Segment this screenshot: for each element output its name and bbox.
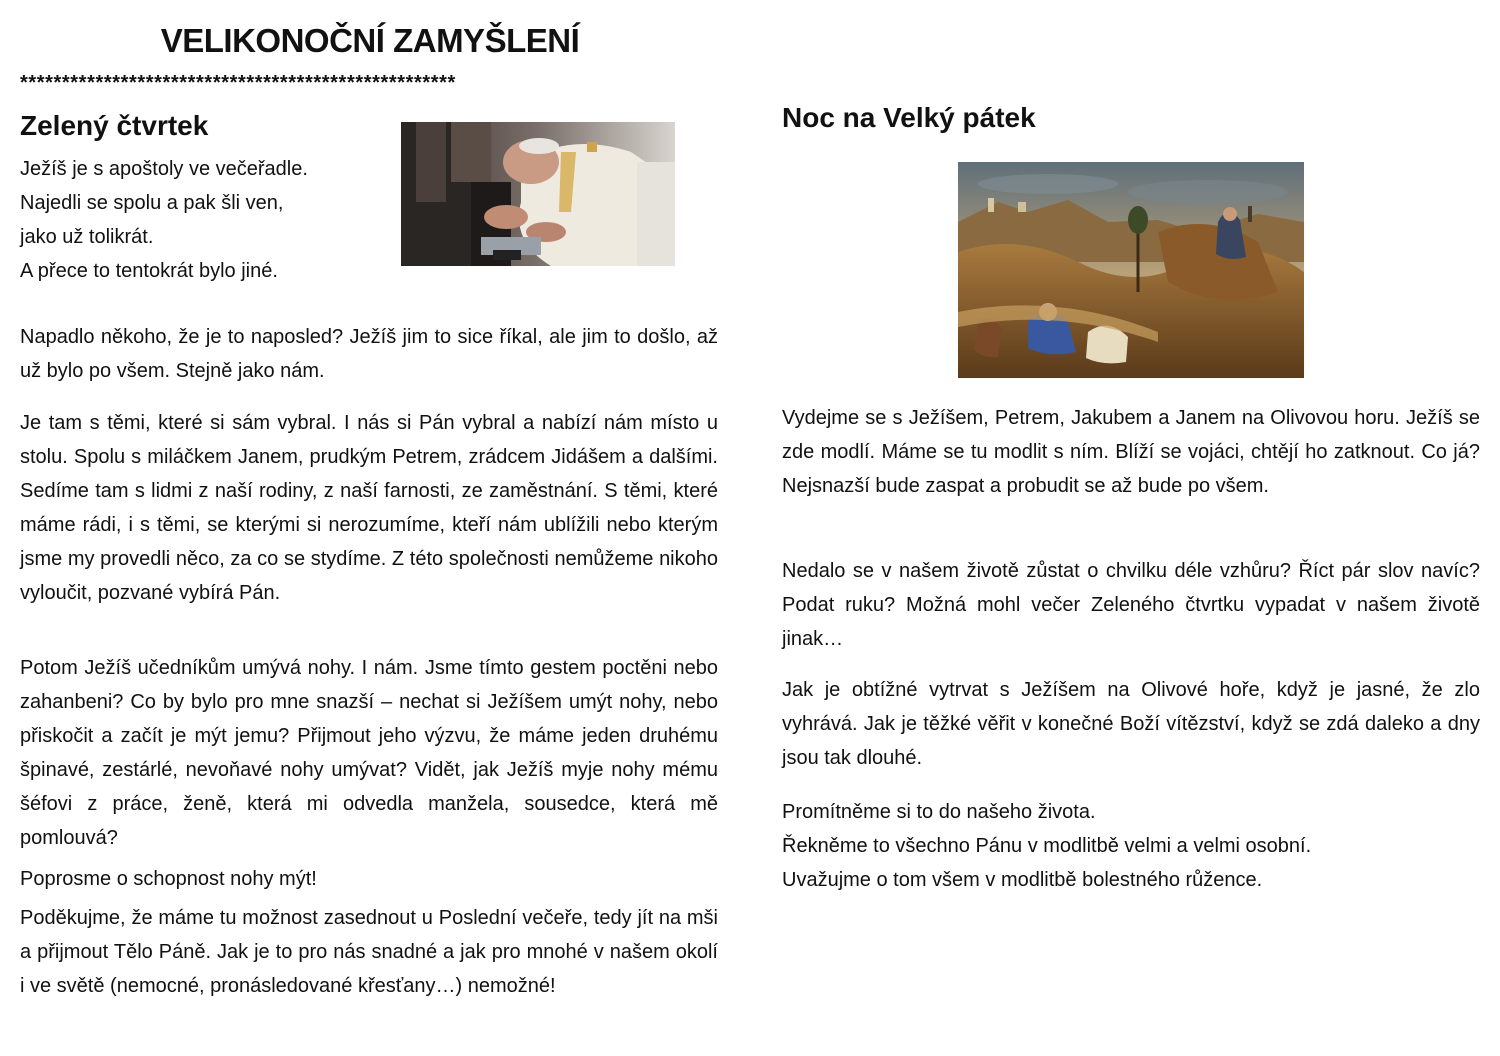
closing-lines (782, 795, 1311, 897)
closing-line: Uvažujme o tom všem v modlitbě bolestného růžence. (782, 869, 1263, 891)
foot-washing-photo (401, 122, 675, 266)
gethsemane-painting (958, 162, 1304, 378)
section-heading-maundy-thursday: Zelený čtvrtek (20, 110, 209, 141)
paragraph: Nedalo se v našem životě zůstat o chvilku déle vzhůru? Říct pár slov navíc? Podat ruku? Možná mohl večer Zeleného čtvrtku vypadat v našem životě jinak… (782, 560, 1480, 650)
intro-line: Ježíš je s apoštoly ve večeřadle. (20, 158, 308, 180)
section-heading-good-friday-night: Noc na Velký pátek (782, 102, 1036, 133)
paragraph: Poděkujme, že máme tu možnost zasednout u Poslední večeře, tedy jít na mši a přijmout Tělo Páně. Jak je to pro nás snadné a jak pro mnohé v našem okolí i ve světě (nemocné, pronásledované křesťany…) nemožné! (20, 907, 718, 997)
paragraph: Napadlo někoho, že je to naposled? Ježíš jim to sice říkal, ale jim to došlo, až už bylo po všem. Stejně jako nám. (20, 326, 718, 382)
intro-verse (20, 152, 308, 288)
title-separator: **************************************************** (20, 72, 456, 94)
page-title: VELIKONOČNÍ ZAMYŠLENÍ (160, 22, 580, 59)
paragraph: Je tam s těmi, které si sám vybral. I nás si Pán vybral a nabízí nám místo u stolu. Spolu s miláčkem Janem, prudkým Petrem, zrádcem Jidášem a dalšími. Sedíme tam s lidmi z naší rodiny, z naší farnosti, ze zaměstnání. S těmi, které máme rádi, i s těmi, se kterými si nerozumíme, kteří nám ublížili nebo kterým jsme my provedli něco, za co se stydíme. Z této společnosti nemůžeme nikoho vyloučit, pozvané vybírá Pán. (20, 412, 718, 604)
intro-line: A přece to tentokrát bylo jiné. (20, 260, 278, 282)
paragraph: Jak je obtížné vytrvat s Ježíšem na Olivové hoře, když je jasné, že zlo vyhrává. Jak je těžké věřit v konečné Boží vítězství, když se zdá daleko a dny jsou tak dlouhé. (782, 679, 1480, 769)
closing-line: Řekněme to všechno Pánu v modlitbě velmi a velmi osobní. (782, 835, 1312, 857)
intro-line: jako už tolikrát. (20, 226, 154, 248)
closing-line: Promítněme si to do našeho života. (782, 801, 1096, 823)
paragraph: Vydejme se s Ježíšem, Petrem, Jakubem a Janem na Olivovou horu. Ježíš se zde modlí. Máme se tu modlit s ním. Blíží se vojáci, chtějí ho zatknout. Co já? Nejsnazší bude zaspat a probudit se až bude po všem. (782, 407, 1480, 497)
paragraph: Poprosme o schopnost nohy mýt! (20, 868, 317, 890)
paragraph: Potom Ježíš učedníkům umývá nohy. I nám. Jsme tímto gestem poctěni nebo zahanbeni? Co by bylo pro mne snazší – nechat si Ježíšem umýt nohy, nebo přiskočit a začít je mýt jemu? Přijmout jeho výzvu, že máme jeden druhému špinavé, zestárlé, nevoňavé nohy umývat? Vidět, jak Ježíš myje nohy mému šéfovi z práce, ženě, která mi odvedla manžela, sousedce, která mě pomlouvá? (20, 657, 718, 849)
intro-line: Najedli se spolu a pak šli ven, (20, 192, 284, 214)
